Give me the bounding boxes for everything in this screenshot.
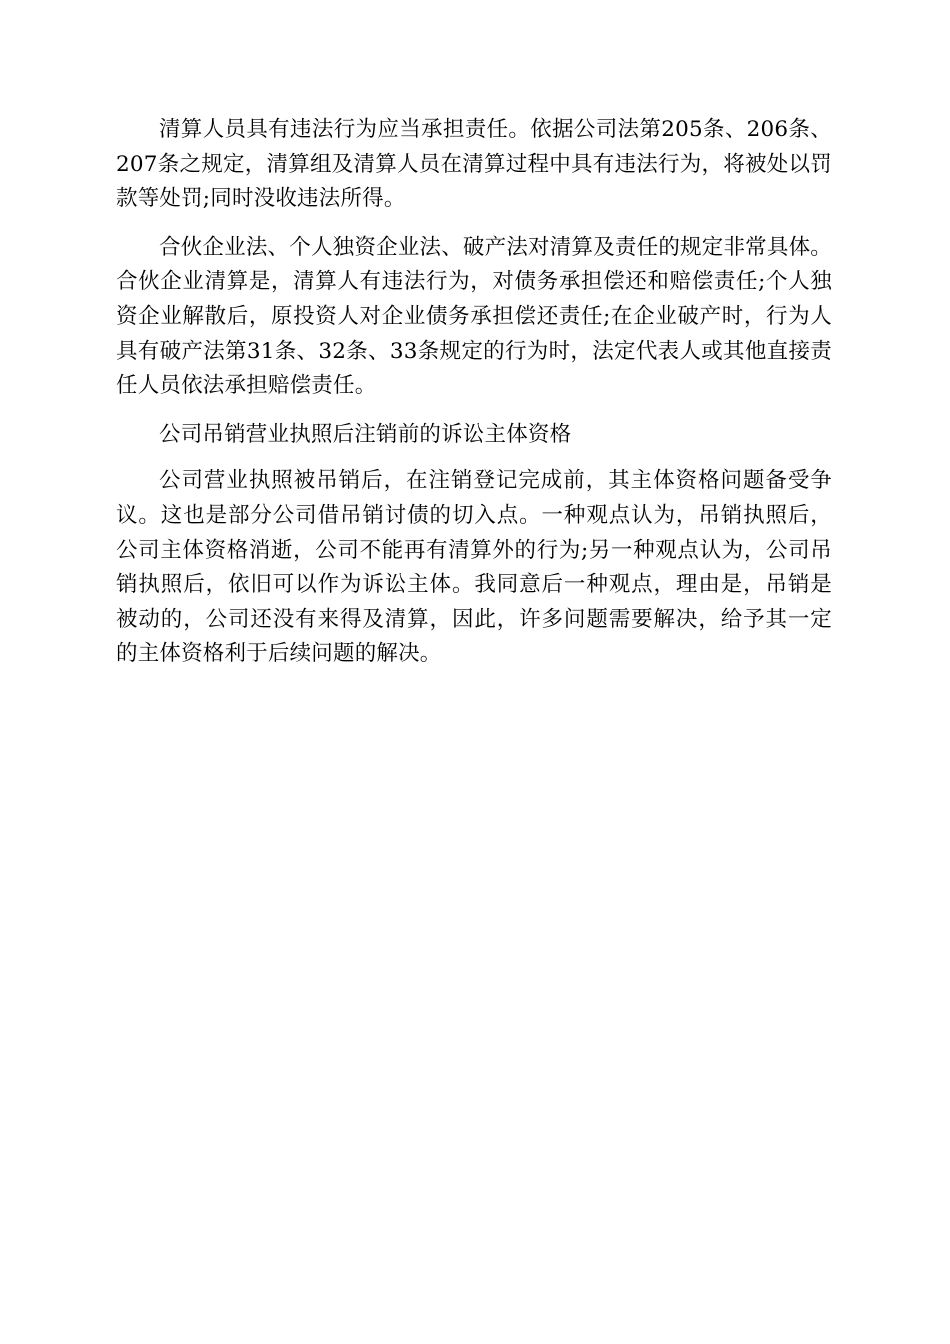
paragraph-partnership-law: 合伙企业法、个人独资企业法、破产法对清算及责任的规定非常具体。合伙企业清算是，清算人有违法行为，对债务承担偿还和赔偿责任;个人独资企业解散后，原投资人对企业债务承担偿还责任;在企业破产时，行为人具有破产法第31条、32条、33条规定的行为时，法定代表人或其他直接责任人员依法承担赔偿责任。: [116, 234, 832, 399]
document-body: [116, 113, 832, 686]
section-heading: 公司吊销营业执照后注销前的诉讼主体资格: [159, 421, 572, 447]
paragraph-litigation-capacity: 公司营业执照被吊销后，在注销登记完成前，其主体资格问题备受争议。这也是部分公司借吊销讨债的切入点。一种观点认为，吊销执照后，公司主体资格消逝，公司不能再有清算外的行为;另一种观点认为，公司吊销执照后，依旧可以作为诉讼主体。我同意后一种观点，理由是，吊销是被动的，公司还没有来得及清算，因此，许多问题需要解决，给予其一定的主体资格利于后续问题的解决。: [116, 468, 832, 667]
paragraph-liquidator-liability: 清算人员具有违法行为应当承担责任。依据公司法第205条、206条、207条之规定，清算组及清算人员在清算过程中具有违法行为，将被处以罚款等处罚;同时没收违法所得。: [116, 117, 832, 212]
